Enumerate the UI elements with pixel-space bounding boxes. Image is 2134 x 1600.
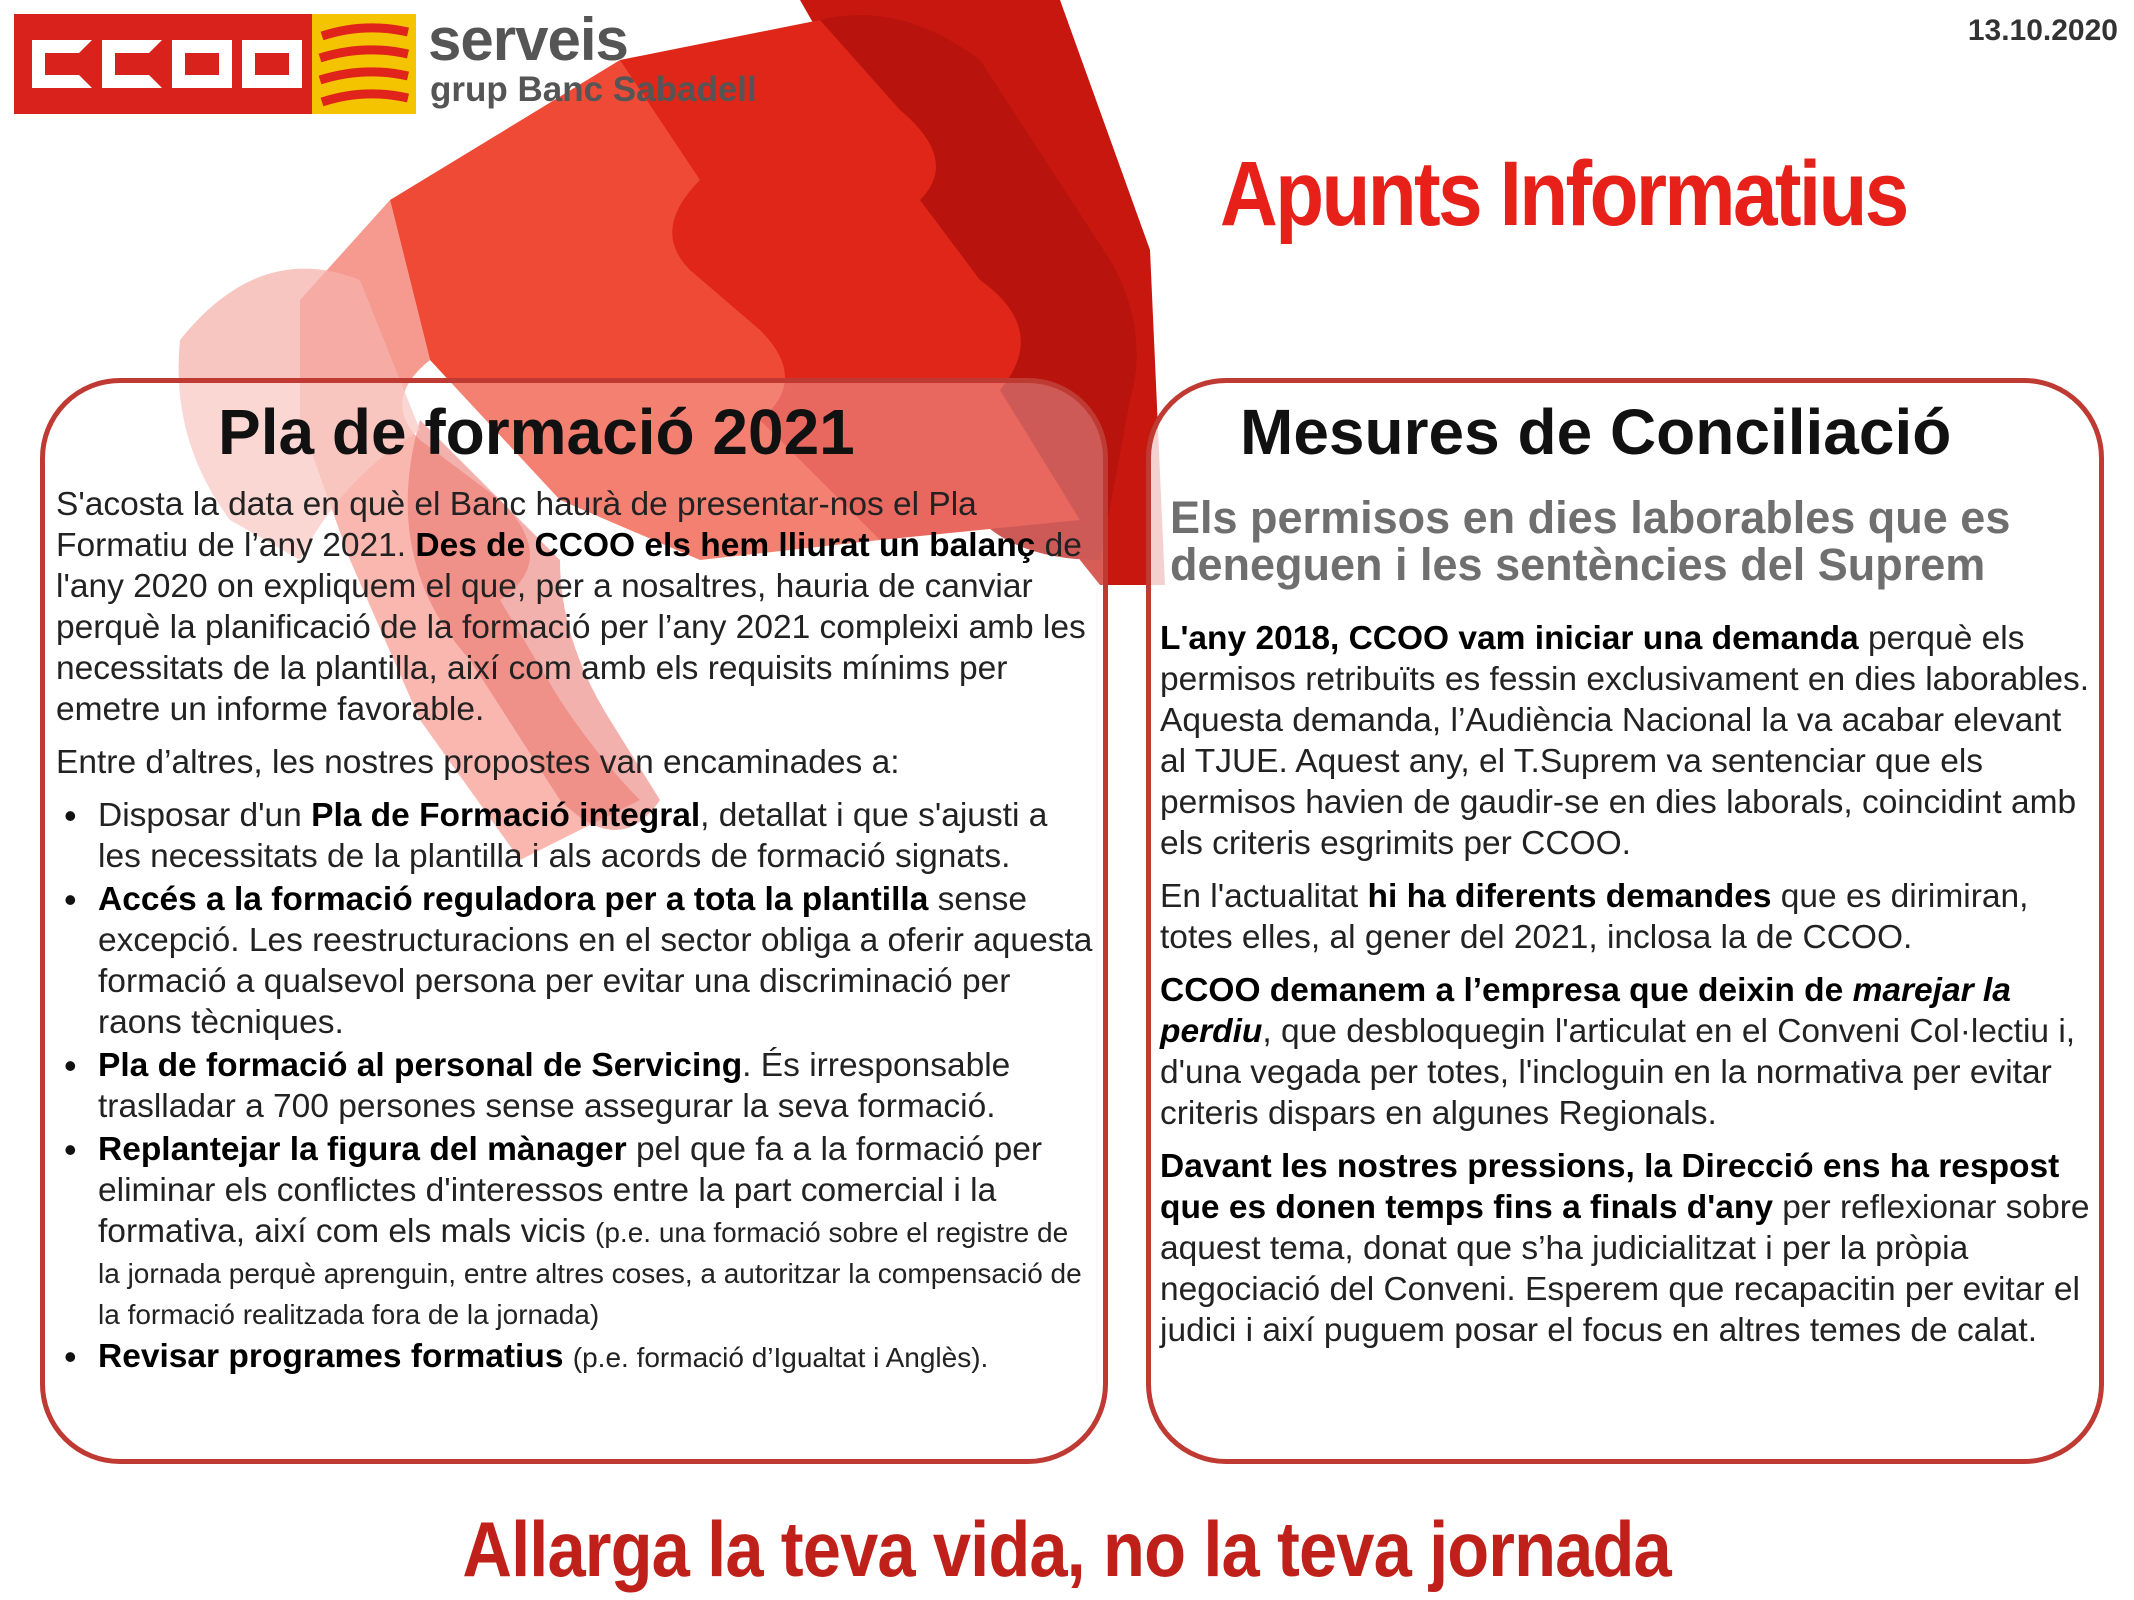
logo-letter-o2: [242, 40, 302, 88]
left-panel-body: [56, 484, 1096, 1379]
logo-letter-c1: [32, 40, 92, 88]
list-item: • Revisar programes formatius (p.e. formació d’Igualtat i Anglès).: [56, 1336, 1096, 1377]
list-item: • Accés a la formació reguladora per a tota la plantilla sense excepció. Les reestructuracions en el sector obliga a oferir aquesta formació a qualsevol persona per evitar una discriminació per raons tècniques.: [56, 879, 1096, 1043]
logo-letter-c2: [102, 40, 162, 88]
list-item: • Replantejar la figura del mànager pel que fa a la formació per eliminar els conflictes d'interessos entre la part comercial i la formativa, així com els mals vicis (p.e. una formació sobre el registre de la jornada perquè aprenguin, entre altres coses, a autoritzar la compensació de la formació realitzada fora de la jornada): [56, 1129, 1096, 1334]
list-item: • Pla de formació al personal de Servicing. És irresponsable traslladar a 700 persones sense assegurar la seva formació.: [56, 1045, 1096, 1127]
left-lead: Entre d’altres, les nostres propostes van encaminades a:: [56, 744, 900, 781]
left-panel-title: Pla de formació 2021: [218, 396, 855, 468]
list-item: • Disposar d'un Pla de Formació integral, detallat i que s'ajusti a les necessitats de la plantilla i als acords de formació signats.: [56, 795, 1096, 877]
right-paragraph-2: En l'actualitat hi ha diferents demandes que es dirimiran, totes elles, al gener del 2021, inclosa la de CCOO.: [1160, 878, 2029, 956]
ccoo-logo: [14, 14, 326, 114]
right-panel-body: [1160, 618, 2090, 1363]
right-paragraph-1: L'any 2018, CCOO vam iniciar una demanda perquè els permisos retribuïts es fessin exclusivament en dies laborables. Aquesta demanda, l’Audiència Nacional la va acabar elevant al TJUE. Aquest any, el T.Suprem va sentenciar que els permisos havien de gaudir-se en dies laborals, coincidint amb els criteris esgrimits per CCOO.: [1160, 620, 2090, 862]
right-paragraph-4: Davant les nostres pressions, la Direcció ens ha respost que es donen temps fins a finals d'any per reflexionar sobre aquest tema, donat que s’ha judicialitzat i per la pròpia negociació del Conveni. Esperem que recapacitin per evitar el judici i així puguem posar el focus en altres temes de calat.: [1160, 1148, 2090, 1349]
right-paragraph-3: CCOO demanem a l’empresa que deixin de marejar la perdiu, que desbloquegin l'articulat en el Conveni Col·lectiu i, d'una vegada per totes, l'incloguin en la normativa per evitar criteris dispars en algunes Regionals.: [1160, 972, 2076, 1132]
logo-letter-o1: [172, 40, 232, 88]
publication-date: 13.10.2020: [1967, 14, 2118, 47]
footer-slogan: Allarga la teva vida, no la teva jornada: [462, 1505, 1672, 1593]
page-title: Apunts Informatius: [1220, 143, 1907, 245]
ccoo-logo-letters: [32, 40, 302, 90]
right-panel-title: Mesures de Conciliació: [1240, 396, 1952, 468]
left-intro: S'acosta la data en què el Banc haurà de presentar-nos el Pla Formatiu de l’any 2021. Des de CCOO els hem lliurat un balanç de l'any 2020 on expliquem el que, per a nosaltres, hauria de canviar perquè la planificació de la formació per l’any 2021 compleixi amb les necessitats de la plantilla, així com amb els requisits mínims per emetre un informe favorable.: [56, 486, 1086, 728]
brand-name: serveis: [428, 6, 628, 73]
proposals-list: [56, 795, 1096, 1377]
brand-subtitle: grup Banc Sabadell: [430, 70, 757, 109]
right-panel-subtitle: Els permisos en dies laborables que es deneguen i les sentències del Suprem: [1170, 492, 2011, 590]
catalan-flag-logo: [312, 14, 416, 114]
